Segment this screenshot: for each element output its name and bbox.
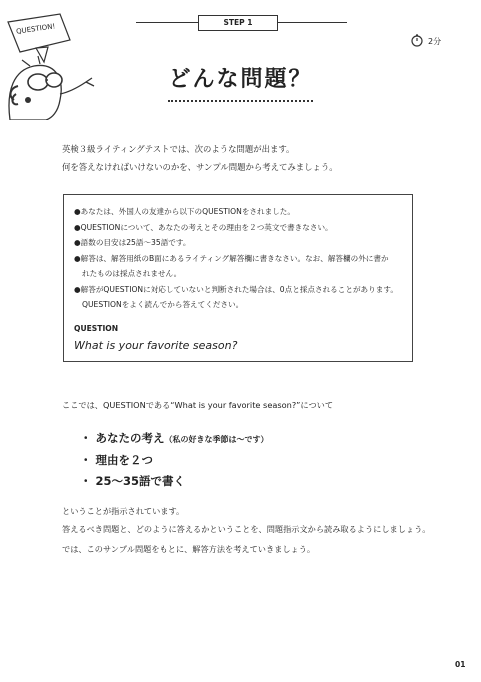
instruction-item: ●あなたは、外国人の友達から以下のQUESTIONをされました。 (74, 207, 295, 216)
instruction-item: ●解答がQUESTIONに対応していないと判断された場合は、0点と採点されることがあります。 (74, 284, 398, 294)
page-title: どんな問題？ (168, 66, 313, 92)
instruction-item: QUESTIONをよく読んでから答えてください。 (82, 300, 244, 309)
instruction-item: ●語数の目安は25語～35語です。 (74, 238, 191, 247)
header-rule-right (277, 22, 347, 23)
question-text: What is your favorite season? (74, 339, 238, 352)
requirement-main: ・ あなたの考え (80, 431, 165, 445)
intro-line: 何を答えなければいけないのかを、サンプル問題から考えてみましょう。 (62, 162, 338, 172)
question-bubble-text: QUESTION! (15, 22, 56, 36)
question-mascot-illustration (0, 0, 140, 120)
requirement-note: （私の好きな季節は～です） (164, 435, 269, 444)
requirement-item: ・ 25～35語で書く (80, 474, 186, 488)
time-label: 2分 (428, 36, 442, 46)
outro-line: 答えるべき問題と、どのように答えるかということを、問題指示文から読み取るようにしましょう。 (62, 524, 431, 534)
requirement-item (80, 428, 269, 450)
outro-text (62, 502, 430, 538)
title-underline (168, 100, 313, 102)
outro-line: では、このサンプル問題をもとに、解答方法を考えていきましょう。 (62, 544, 316, 554)
requirement-item: ・ 理由を２つ (80, 453, 154, 467)
instruction-list (74, 204, 409, 313)
page-number: 01 (455, 660, 466, 669)
explanation-text: ここでは、QUESTIONである“What is your favorite season?”について (62, 400, 334, 410)
intro-text (62, 140, 338, 176)
header-rule-left (136, 22, 198, 23)
instruction-item: ●解答は、解答用紙のB面にあるライティング解答欄に書きなさい。なお、解答欄の外に書か (74, 253, 389, 263)
outro-line: ということが指示されています。 (62, 506, 185, 516)
instruction-item: れたものは採点されません。 (82, 269, 182, 278)
time-indicator (410, 33, 441, 49)
instruction-item: ●QUESTIONについて、あなたの考えとその理由を２つ英文で書きなさい。 (74, 222, 333, 232)
requirement-list (80, 428, 269, 492)
question-label: QUESTION (74, 324, 119, 333)
intro-line: 英検３級ライティングテストでは、次のような問題が出ます。 (62, 144, 295, 154)
stopwatch-icon (410, 33, 424, 49)
step-banner: STEP 1 (198, 15, 278, 31)
